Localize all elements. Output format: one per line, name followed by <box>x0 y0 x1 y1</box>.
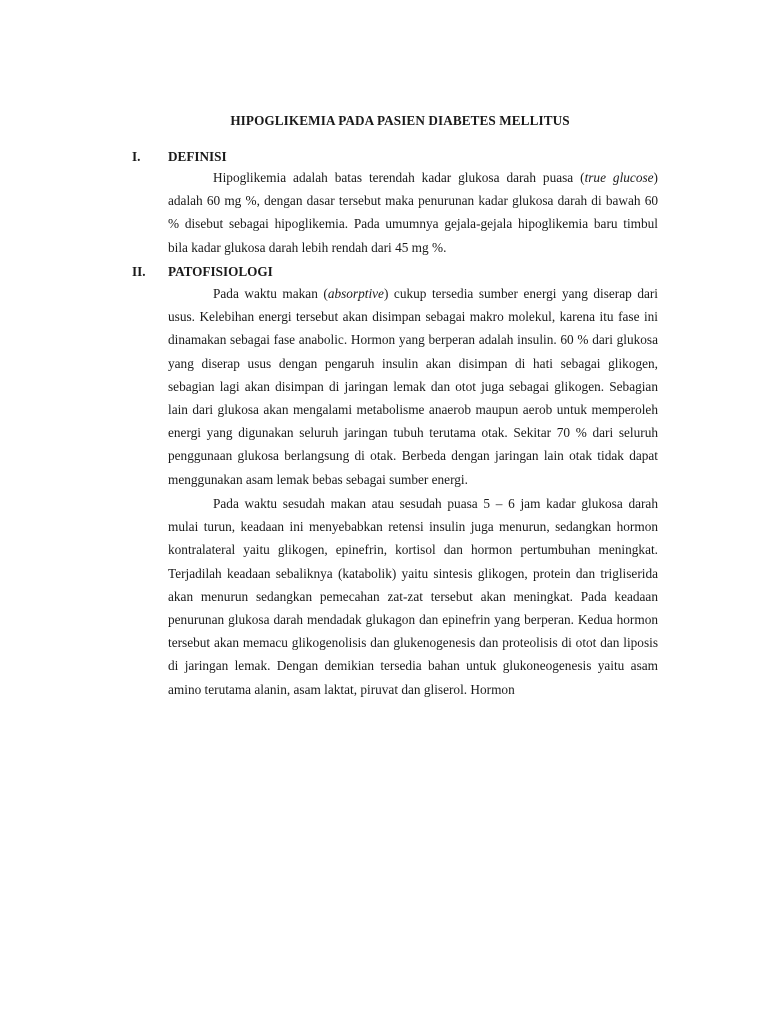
paragraph-text: Pada waktu makan ( <box>213 286 328 301</box>
section-title: DEFINISI <box>168 149 227 164</box>
paragraph-patofisiologi-1 <box>168 282 658 491</box>
paragraph-definisi <box>168 166 658 259</box>
paragraph-text: ) cukup tersedia sumber energi yang diserap dari usus. Kelebihan energi tersebut akan disimpan sebagai makro molekul, karena itu fase ini dinamakan sebagai fase anabolic. Hormon yang berperan adalah insulin. 60 % dari glukosa yang diserap usus dengan pengaruh insulin akan disimpan di hati sebagai glikogen, sebagian lagi akan disimpan di jaringan lemak dan otot juga sebagai glikogen. Sebagian lain dari glukosa akan mengalami metabolisme anaerob maupun aerob untuk memperoleh energi yang digunakan seluruh jaringan tubuh terutama otak. Sekitar 70 % dari seluruh penggunaan glukosa berlangsung di otak. Berbeda dengan jaringan lain otak tidak dapat menggunakan asam lemak bebas sebagai sumber energi. <box>168 286 658 487</box>
section-number: II. <box>132 264 146 279</box>
italic-term: absorptive <box>327 286 384 301</box>
section-heading-definisi <box>132 149 227 165</box>
paragraph-patofisiologi-2: Pada waktu sesudah makan atau sesudah puasa 5 – 6 jam kadar glukosa darah mulai turun, keadaan ini menyebabkan retensi insulin juga menurun, sedangkan hormon kontralateral yaitu glikogen, epinefrin, kortisol dan hormon pertumbuhan meningkat. Terjadilah keadaan sebaliknya (katabolik) yaitu sintesis glikogen, protein dan trigliserida akan menurun sedangkan pemecahan zat-zat tersebut akan meningkat. Pada keadaan penurunan glukosa darah mendadak glukagon dan epinefrin yang berperan. Kedua hormon tersebut akan memacu glikogenolisis dan glukenogenesis dan proteolisis di otot dan liposis di jaringan lemak. Dengan demikian tersedia bahan untuk glukoneogenesis yaitu asam amino terutama alanin, asam laktat, piruvat dan gliserol. Hormon <box>168 496 658 697</box>
section-title: PATOFISIOLOGI <box>168 264 273 279</box>
section-heading-patofisiologi <box>132 264 273 280</box>
italic-term: true glucose <box>584 170 654 185</box>
paragraph-text: Hipoglikemia adalah batas terendah kadar glukosa darah puasa ( <box>213 170 585 185</box>
paragraph-text: ) adalah 60 mg %, dengan dasar tersebut maka penurunan kadar glukosa darah di bawah 60 % disebut sebagai hipoglikemia. Pada umumnya gejala-gejala hipoglikemia baru timbul bila kadar glukosa darah lebih rendah dari 45 mg %. <box>168 170 658 255</box>
section-number: I. <box>132 149 141 164</box>
document-title: HIPOGLIKEMIA PADA PASIEN DIABETES MELLITUS <box>230 113 570 128</box>
